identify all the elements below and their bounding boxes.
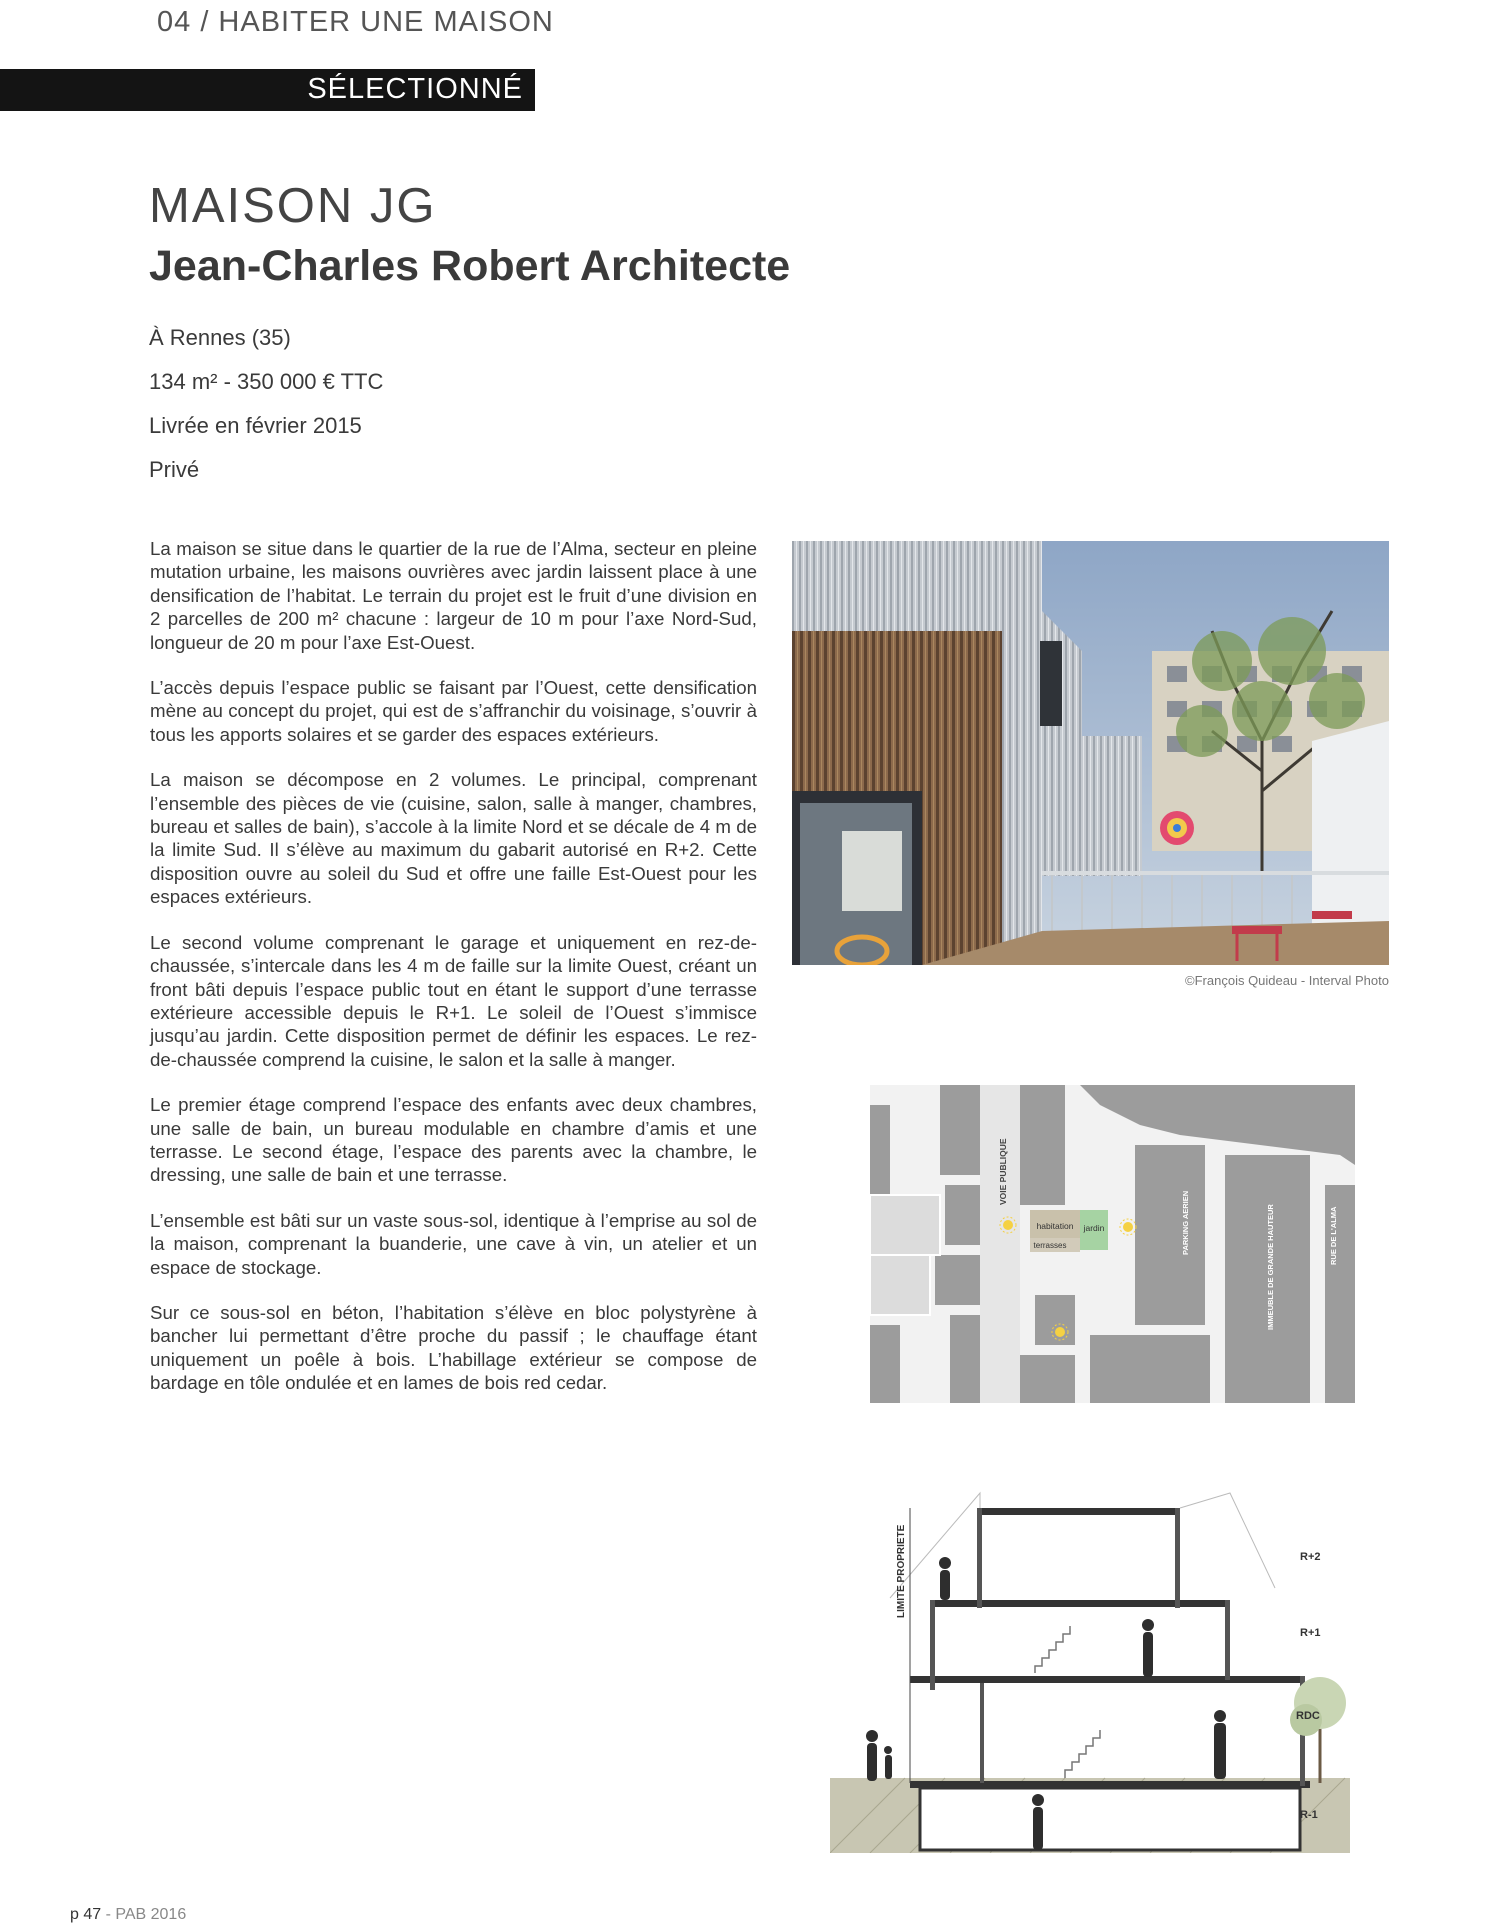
person-silhouette bbox=[939, 1557, 951, 1600]
status-badge-label: SÉLECTIONNÉ bbox=[307, 73, 523, 105]
label-terrasses: terrasses bbox=[1033, 1241, 1067, 1250]
label-immeuble: IMMEUBLE DE GRANDE HAUTEUR bbox=[1266, 1204, 1275, 1330]
site-plan bbox=[870, 1085, 1355, 1403]
paragraph: La maison se situe dans le quartier de la rue de l’Alma, secteur en pleine mutation urbaine, les maisons ouvrières avec jardin laissent place à une densification de l’habitat. Le terrain du projet est le fruit d’une division en 2 parcelles de 200 m² chacune : largeur de 10 m pour l’axe Nord-Sud, longueur de 20 m pour l’axe Est-Ouest. bbox=[150, 538, 757, 653]
project-size-cost: 134 m² - 350 000 € TTC bbox=[149, 369, 384, 394]
paragraph: L’accès depuis l’espace public se faisant par l’Ouest, cette densification mène au concept du projet, qui est de s’affranchir du voisinage, s’ouvrir à tous les apports solaires et se garder des espaces extérieurs. bbox=[150, 677, 757, 745]
paragraph: Le second volume comprenant le garage et uniquement en rez-de-chaussée, s’intercale dans les 4 m de faille sur la limite Ouest, créant un front bâti depuis l’espace public tout en étant le support d’une terrasse extérieure accessible depuis le R+1. Le soleil de l’Ouest s’immisce jusqu’au jardin. Cette disposition permet de définir les espaces. Le rez-de-chaussée comprend la cuisine, le salon et la salle à manger. bbox=[150, 931, 757, 1070]
level-label: RDC bbox=[1296, 1710, 1320, 1722]
footer-separator: - bbox=[101, 1906, 116, 1923]
project-client: Privé bbox=[149, 457, 200, 482]
paragraph: La maison se décompose en 2 volumes. Le principal, comprenant l’ensemble des pièces de vie (cuisine, salon, salle à manger, chambres, bureau et salles de bain), s’accole à la limite Nord et se décale de 4 m de la limite Sud. Il s’élève au maximum du gabarit autorisé en R+2. Cette disposition ouvre au soleil du Sud et offre une faille Est-Ouest pour les espaces extérieurs. bbox=[150, 769, 757, 908]
page-footer bbox=[70, 1906, 186, 1924]
status-badge bbox=[0, 69, 535, 111]
page-number: p 47 bbox=[70, 1906, 102, 1923]
person-silhouette bbox=[1142, 1619, 1154, 1677]
project-title: MAISON JG bbox=[149, 179, 437, 233]
person-silhouette bbox=[1214, 1710, 1226, 1779]
publication-name: PAB 2016 bbox=[115, 1906, 187, 1923]
photo-credit: ©François Quideau - Interval Photo bbox=[1185, 973, 1389, 988]
paragraph: Le premier étage comprend l’espace des enfants avec deux chambres, une salle de bain, un bureau modulable en chambre d’amis et une terrasse. Le second étage, l’espace des parents avec la chambre, le dressing, une salle de bain et une terrasse. bbox=[150, 1094, 757, 1186]
paragraph: L’ensemble est bâti sur un vaste sous-sol, identique à l’emprise au sol de la maison, comprenant la buanderie, une cave à vin, un atelier et un espace de stockage. bbox=[150, 1209, 757, 1278]
body-text bbox=[150, 537, 757, 1417]
paragraph: Sur ce sous-sol en béton, l’habitation s’élève en bloc polystyrène à bancher lui permettant d’être proche du passif ; le chauffage étant uniquement un poêle à bois. L’habillage extérieur se compose de bardage en tôle ondulée et en lames de bois red cedar. bbox=[150, 1301, 757, 1394]
label-voie-publique: VOIE PUBLIQUE bbox=[998, 1138, 1008, 1205]
project-facts bbox=[149, 323, 383, 499]
section-drawing bbox=[830, 1488, 1370, 1853]
project-delivery: Livrée en février 2015 bbox=[149, 413, 362, 438]
limit-property-label: LIMITE PROPRIETE bbox=[896, 1524, 907, 1618]
level-label: R+2 bbox=[1300, 1551, 1321, 1563]
label-habitation: habitation bbox=[1036, 1221, 1074, 1231]
label-parking: PARKING AERIEN bbox=[1181, 1190, 1190, 1255]
level-label: R+1 bbox=[1300, 1627, 1321, 1639]
person-silhouette bbox=[1032, 1794, 1044, 1850]
person-silhouette bbox=[866, 1730, 892, 1781]
house-photo bbox=[792, 541, 1389, 965]
section-label: 04 / HABITER UNE MAISON bbox=[157, 6, 554, 38]
level-label: R-1 bbox=[1300, 1809, 1318, 1821]
architect-name: Jean-Charles Robert Architecte bbox=[149, 242, 791, 290]
label-jardin: jardin bbox=[1083, 1223, 1105, 1233]
project-location: À Rennes (35) bbox=[149, 325, 291, 350]
label-rue-alma: RUE DE L'ALMA bbox=[1329, 1206, 1338, 1265]
